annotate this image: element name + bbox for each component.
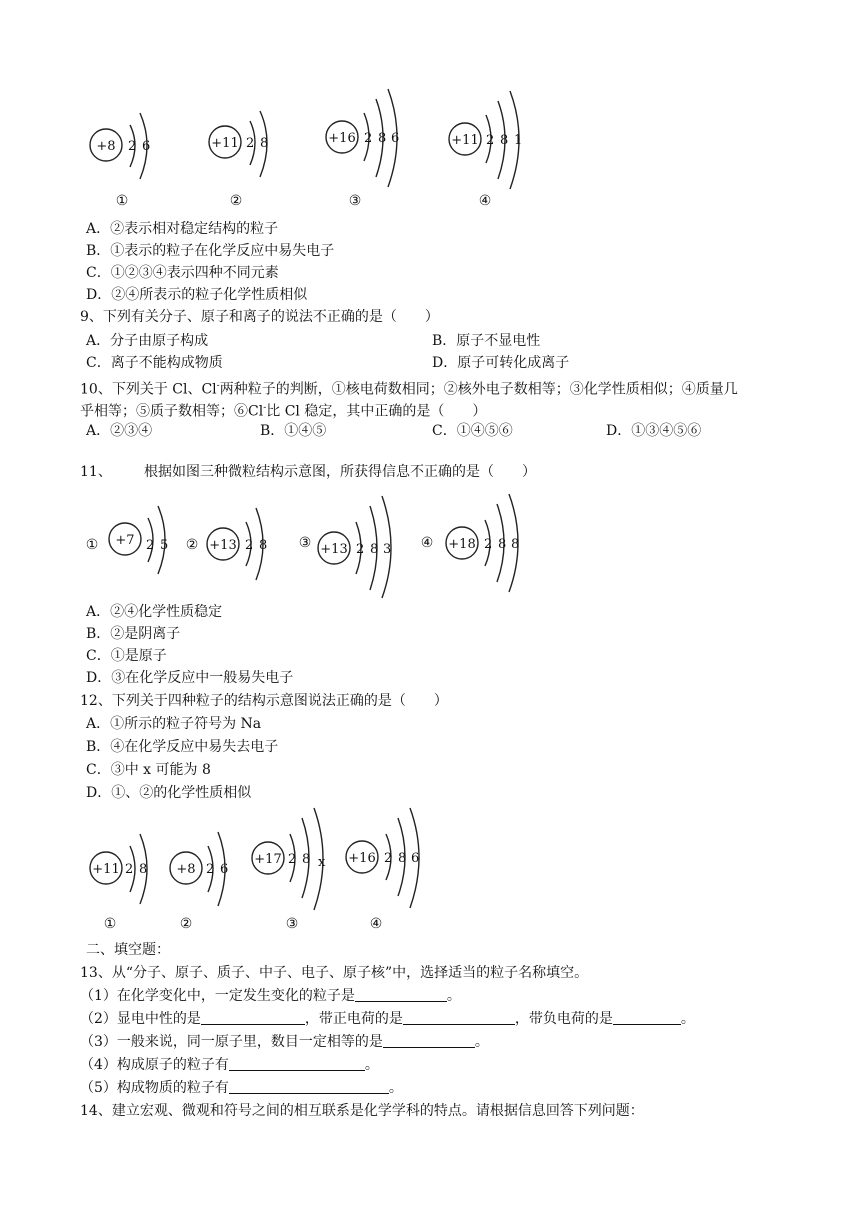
nucleus-label: +11 (92, 862, 120, 877)
q10-option-b: B．①④⑤ (260, 423, 327, 439)
answer-blank[interactable] (403, 1009, 515, 1025)
shell-label: 2 (484, 537, 493, 552)
q14-stem: 14、建立宏观、微观和符号之间的相互联系是化学学科的特点。请根据信息回答下列问题： (80, 1103, 644, 1119)
nucleus-label: +8 (176, 862, 196, 877)
q9-option-c: C．离子不能构成物质 (86, 355, 223, 371)
shell-label: 8 (260, 136, 269, 151)
q12-stem: 12、下列关于四种粒子的结构示意图说法正确的是（ ） (80, 693, 448, 709)
shell-label: 2 (245, 538, 254, 553)
shell-label: 2 (288, 852, 297, 867)
q10-stem-line1: 10、下列关于 Cl、Cl-两种粒子的判断，①核电荷数相同；②核外电子数相等；③化学性质相似；④质量几 (80, 381, 738, 398)
q9-option-a: A．分子由原子构成 (86, 333, 209, 349)
shell-label: 2 (146, 538, 155, 553)
q11-option-d: D．③在化学反应中一般易失电子 (86, 670, 294, 686)
diagram-number: ① (103, 916, 117, 932)
shell-label: 8 (398, 851, 407, 866)
section-heading: 二、填空题： (86, 942, 170, 958)
q11-number: 11、 (80, 464, 112, 480)
q11-option-b: B．②是阴离子 (86, 626, 181, 642)
q11-option-c: C．①是原子 (86, 648, 167, 664)
nucleus-label: +13 (320, 542, 348, 557)
shell-label: 5 (160, 538, 169, 553)
shell-label: x (318, 855, 326, 870)
answer-blank[interactable] (355, 986, 447, 1002)
diagram-label: ③ (298, 535, 312, 551)
q12-option-d: D．①、②的化学性质相似 (86, 785, 252, 801)
diagram-label: ① (85, 537, 99, 553)
diagram-number: ② (179, 916, 193, 932)
shell-label: 6 (220, 862, 229, 877)
q13-line-4: （4）构成原子的粒子有 。 (80, 1057, 379, 1073)
shell-label: 8 (139, 862, 148, 877)
shell-label: 1 (514, 133, 523, 148)
nucleus-label: +16 (328, 131, 356, 146)
diagram-number: ③ (348, 193, 362, 209)
nucleus-label: +16 (348, 851, 376, 866)
answer-blank[interactable] (229, 1055, 365, 1071)
shell-label: 6 (142, 139, 151, 154)
shell-label: 3 (383, 542, 392, 557)
q11-option-a: A．②④化学性质稳定 (86, 604, 223, 620)
q8-option-b: B．①表示的粒子在化学反应中易失电子 (86, 243, 335, 259)
shell-label: 2 (364, 131, 373, 146)
shell-label: 8 (500, 133, 509, 148)
nucleus-label: +13 (209, 538, 237, 553)
q12-option-a: A．①所示的粒子符号为 Na (86, 716, 262, 732)
shell-label: 8 (378, 131, 387, 146)
shell-label: 2 (384, 851, 393, 866)
atom-structure-diagrams-q11 (80, 492, 540, 602)
q9-option-b: B．原子不显电性 (432, 333, 541, 349)
nucleus-label: +8 (96, 139, 116, 154)
answer-blank[interactable] (613, 1009, 681, 1025)
nucleus-label: +18 (448, 537, 476, 552)
nucleus-label: +7 (115, 533, 135, 548)
shell-label: 6 (391, 131, 400, 146)
q12-option-c: C．③中 x 可能为 8 (86, 762, 211, 778)
shell-label: 2 (486, 133, 495, 148)
shell-label: 2 (206, 862, 215, 877)
nucleus-label: +11 (451, 133, 479, 148)
shell-label: 8 (511, 537, 520, 552)
answer-blank[interactable] (229, 1078, 389, 1094)
diagram-number: ④ (478, 193, 492, 209)
shell-label: 2 (246, 136, 255, 151)
atom-structure-diagrams-top (80, 85, 550, 215)
diagram-number: ① (115, 193, 129, 209)
answer-blank[interactable] (383, 1032, 475, 1048)
q10-option-a: A．②③④ (86, 423, 153, 439)
shell-label: 8 (498, 537, 507, 552)
answer-blank[interactable] (201, 1009, 305, 1025)
q13-line-2: （2）显电中性的是 ，带正电荷的是 ，带负电荷的是 。 (80, 1011, 695, 1027)
diagram-label: ② (185, 537, 199, 553)
q9-option-d: D．原子可转化成离子 (432, 355, 570, 371)
shell-label: 8 (370, 542, 379, 557)
q8-option-d: D．②④所表示的粒子化学性质相似 (86, 287, 308, 303)
diagram-number: ④ (369, 916, 383, 932)
q8-option-c: C．①②③④表示四种不同元素 (86, 265, 279, 281)
nucleus-label: +11 (211, 136, 239, 151)
diagram-label: ④ (420, 535, 434, 551)
q13-line-3: （3）一般来说，同一原子里，数目一定相等的是 。 (80, 1034, 489, 1050)
q10-option-d: D．①③④⑤⑥ (606, 423, 702, 439)
q12-option-b: B．④在化学反应中易失去电子 (86, 739, 279, 755)
diagram-number: ③ (285, 916, 299, 932)
q13-line-1: （1）在化学变化中，一定发生变化的粒子是 。 (80, 988, 461, 1004)
q8-option-a: A．②表示相对稳定结构的粒子 (86, 221, 279, 237)
q11-stem: 根据如图三种微粒结构示意图，所获得信息不正确的是（ ） (144, 464, 536, 480)
q13-stem: 13、从“分子、原子、质子、中子、电子、原子核”中，选择适当的粒子名称填空。 (80, 965, 589, 981)
diagram-number: ② (229, 193, 243, 209)
shell-label: 8 (302, 852, 311, 867)
atom-structure-diagrams-q12 (80, 806, 440, 936)
shell-label: 8 (259, 538, 268, 553)
q10-stem-line2: 乎相等；⑤质子数相等；⑥Cl-比 Cl 稳定，其中正确的是（ ） (80, 403, 487, 420)
shell-label: 2 (128, 139, 137, 154)
q10-option-c: C．①④⑤⑥ (432, 423, 513, 439)
shell-label: 2 (125, 862, 134, 877)
q13-line-5: （5）构成物质的粒子有 。 (80, 1080, 403, 1096)
nucleus-label: +17 (254, 852, 282, 867)
shell-label: 6 (411, 851, 420, 866)
shell-label: 2 (356, 542, 365, 557)
q9-stem: 9、下列有关分子、原子和离子的说法不正确的是（ ） (80, 309, 439, 325)
